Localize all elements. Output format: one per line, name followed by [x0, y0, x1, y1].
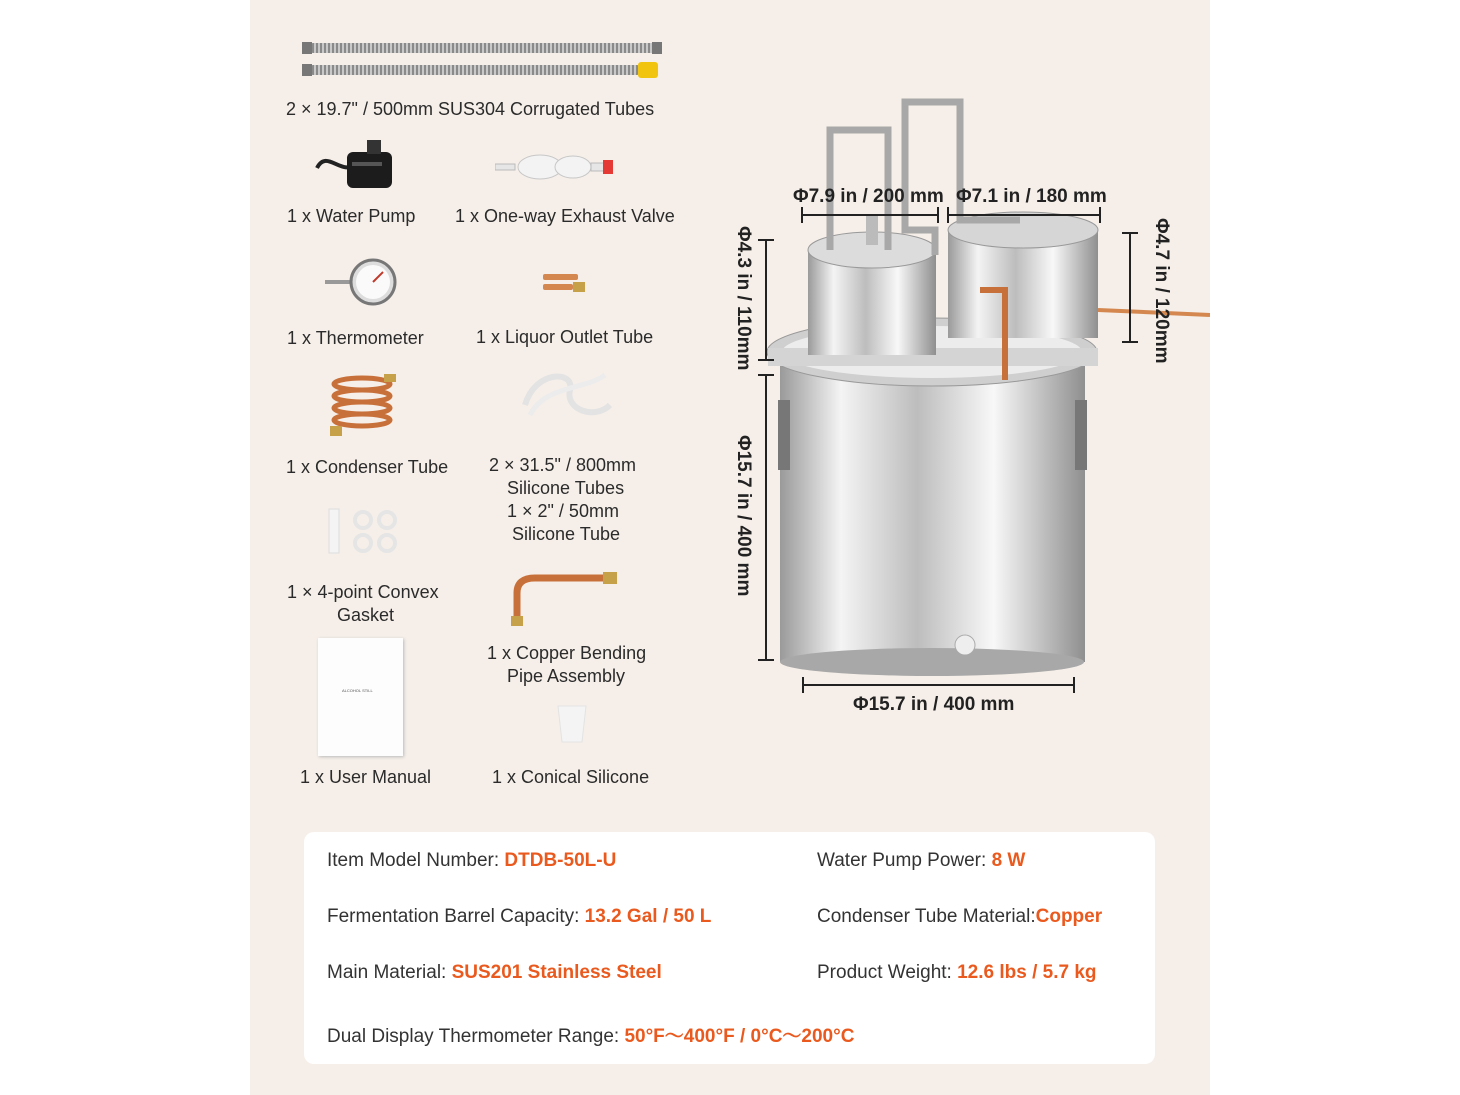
spec-thermometer: Dual Display Thermometer Range: 50°F～400°F / 0°C～200°C — [327, 1026, 855, 1047]
spec-model: Item Model Number: DTDB-50L-U — [327, 850, 617, 871]
manual-icon — [318, 638, 403, 756]
conical-silicone-icon — [552, 702, 592, 746]
thermometer-icon — [325, 252, 400, 312]
exhaust-valve-icon — [495, 150, 620, 184]
gasket-label-1: 1 × 4-point Convex — [287, 582, 439, 602]
valve-label: 1 x One-way Exhaust Valve — [455, 206, 675, 226]
condenser-coil-icon — [322, 372, 400, 438]
dim-top-left: Φ7.9 in / 200 mm — [793, 186, 944, 207]
dim-left-small: Φ4.3 in / 110mm — [733, 226, 754, 371]
conical-label: 1 x Conical Silicone — [492, 767, 650, 787]
manual-title: ALCOHOL STILL — [342, 688, 373, 693]
copper-label-1: 1 x Copper Bending — [487, 643, 647, 663]
silicone-tubes-icon — [515, 365, 615, 425]
dim-barrel-width: Φ15.7 in / 400 mm — [853, 694, 1015, 715]
gasket-label-2: Gasket — [337, 605, 395, 625]
gasket-icon — [325, 505, 405, 557]
spec-pump: Water Pump Power: 8 W — [817, 850, 1026, 871]
condenser-label: 1 x Condenser Tube — [286, 457, 449, 477]
outlet-label: 1 x Liquor Outlet Tube — [476, 327, 654, 347]
corrugated-tubes-icon — [300, 38, 670, 88]
dim-barrel-height: Φ15.7 in / 400 mm — [733, 435, 754, 597]
spec-condenser: Condenser Tube Material:Copper — [817, 906, 1103, 927]
dim-top-right: Φ7.1 in / 180 mm — [956, 186, 1107, 207]
outlet-tube-icon — [540, 270, 590, 296]
silicone-label-2: Silicone Tubes — [507, 478, 625, 498]
tubes-label: 2 × 19.7" / 500mm SUS304 Corrugated Tubes — [286, 99, 655, 119]
spec-weight: Product Weight: 12.6 lbs / 5.7 kg — [817, 962, 1097, 983]
silicone-label-4: Silicone Tube — [512, 524, 621, 544]
thermo-label: 1 x Thermometer — [287, 328, 424, 348]
dimension-lines — [750, 185, 1150, 695]
manual-label: 1 x User Manual — [300, 767, 432, 787]
silicone-label-3: 1 × 2" / 50mm — [507, 501, 619, 521]
spec-material: Main Material: SUS201 Stainless Steel — [327, 962, 662, 983]
copper-label-2: Pipe Assembly — [507, 666, 626, 686]
water-pump-icon — [312, 138, 402, 194]
dim-right-small: Φ4.7 in / 120mm — [1151, 218, 1172, 364]
spec-capacity: Fermentation Barrel Capacity: 13.2 Gal / 50 L — [327, 906, 712, 927]
silicone-label-1: 2 × 31.5" / 800mm — [489, 455, 636, 475]
copper-pipe-icon — [505, 568, 620, 628]
pump-label: 1 x Water Pump — [287, 206, 416, 226]
